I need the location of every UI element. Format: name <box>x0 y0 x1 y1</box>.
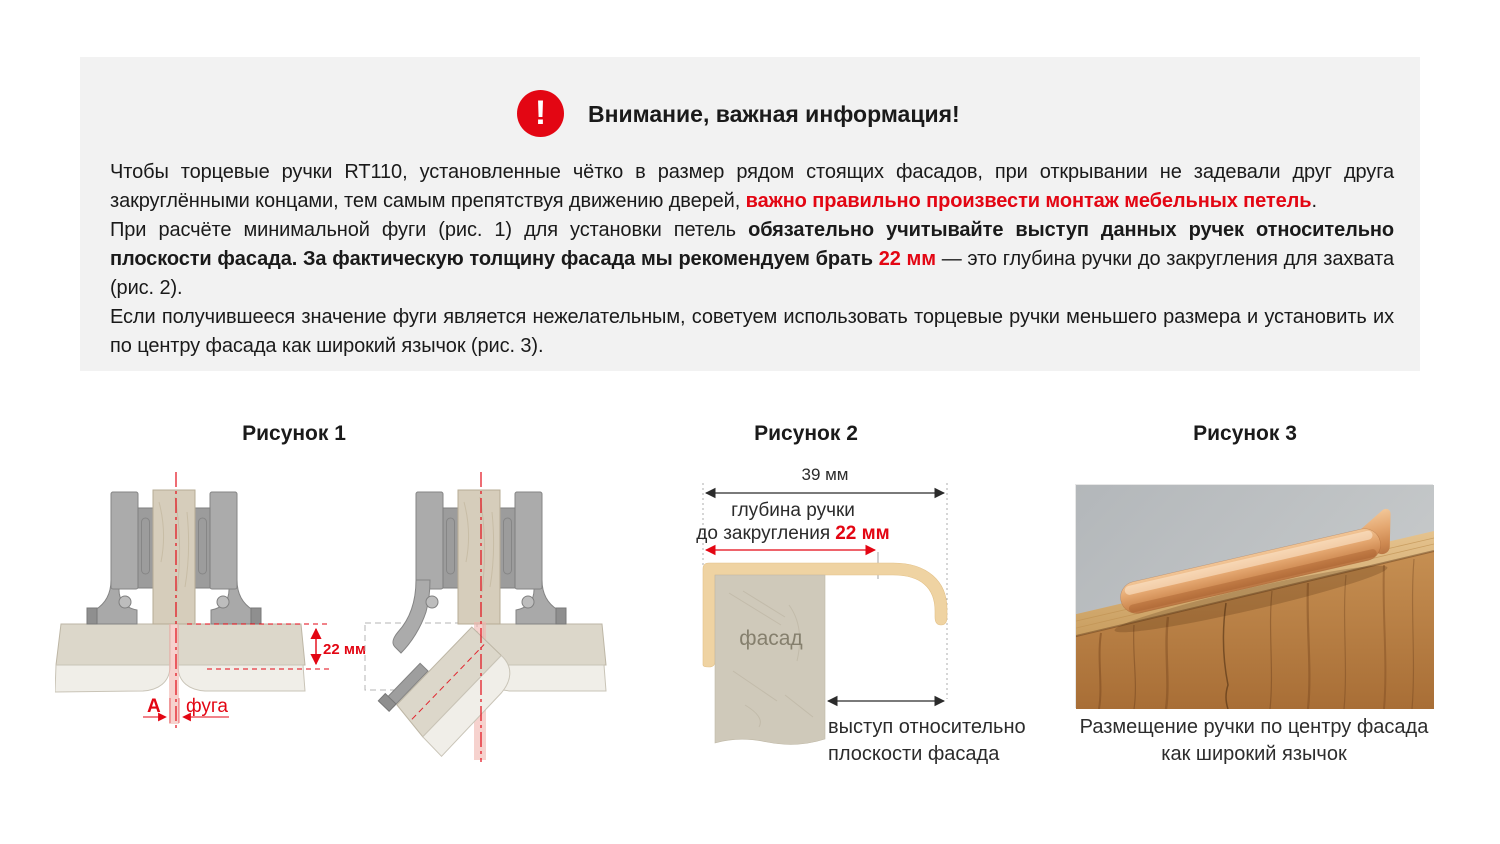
figure1-title: Рисунок 1 <box>242 422 346 445</box>
paragraph-2 <box>110 216 1394 303</box>
facade-right-edge <box>178 665 305 691</box>
fig2-facade-label: фасад <box>739 627 803 650</box>
figure3-title: Рисунок 3 <box>1193 422 1297 445</box>
fig2-dim-39mm-label: 39 мм <box>801 465 849 484</box>
banner-body-text <box>110 158 1394 361</box>
p1-red-bold: важно правильно произвести монтаж мебельных петель <box>745 190 1312 212</box>
depth-22mm-red: 22 мм <box>835 523 890 544</box>
facade-cross-section <box>715 575 825 744</box>
p2-red-22mm: 22 мм <box>878 248 936 270</box>
fig2-protrusion-label-line1: выступ относительно <box>828 716 1026 738</box>
figure2-handle-profile-diagram <box>685 455 1055 775</box>
caption-line-2: как широкий язычок <box>1161 743 1347 765</box>
figure2-title: Рисунок 2 <box>754 422 858 445</box>
facade-right <box>178 624 305 665</box>
facade-left-edge <box>55 665 170 692</box>
fig1-label-a: A <box>147 696 161 717</box>
banner-title: Внимание, важная информация! <box>588 101 960 127</box>
paragraph-1 <box>110 158 1394 216</box>
fig1-closed-doors-drawing <box>55 472 366 728</box>
p2-normal: При расчёте минимальной фуги (рис. 1) для установки петель <box>110 219 749 241</box>
fig1-dim-22mm-label: 22 мм <box>323 641 367 658</box>
fig1-open-door-drawing <box>365 472 606 762</box>
p1-period: . <box>1311 190 1317 212</box>
p2-tail: — это глубина ручки до закругления для захвата (рис. 2). <box>110 248 1394 299</box>
depth-text: до закругления <box>696 523 831 544</box>
warning-banner <box>80 57 1420 371</box>
figure3-caption <box>1075 714 1433 768</box>
paragraph-3: Если получившееся значение фуги является нежелательным, советуем использовать торцевые ручки меньшего размера и установить их по центру фасада как широкий язычок (рис. 3). <box>110 306 1394 357</box>
caption-line-1: Размещение ручки по центру фасада <box>1079 716 1429 738</box>
fig2-depth-label-line1: глубина ручки <box>731 500 855 521</box>
gap-highlight <box>169 624 179 724</box>
fig1-label-fuga: фуга <box>186 696 228 717</box>
figure1-hinge-diagram <box>55 462 645 782</box>
hinge-open-icon <box>393 492 458 653</box>
fig2-protrusion-label-line2: плоскости фасада <box>828 743 1000 765</box>
warning-exclamation-icon: ! <box>517 90 564 137</box>
figure3-photo <box>1075 484 1433 708</box>
facade-left <box>56 624 170 665</box>
p2-bold: обязательно учитывайте выступ данных ручек относительно плоскости фасада. За фактическую толщину фасада мы рекомендуем брать <box>110 219 1394 270</box>
p1-normal: Чтобы торцевые ручки RT110, установленные чётко в размер рядом стоящих фасадов, при открывании не задевали друг друга закруглёнными концами, тем самым препятствуя движению дверей, <box>110 161 1394 212</box>
handle-on-facade-photo <box>1076 485 1434 709</box>
fig2-depth-label-line2 <box>696 523 889 544</box>
